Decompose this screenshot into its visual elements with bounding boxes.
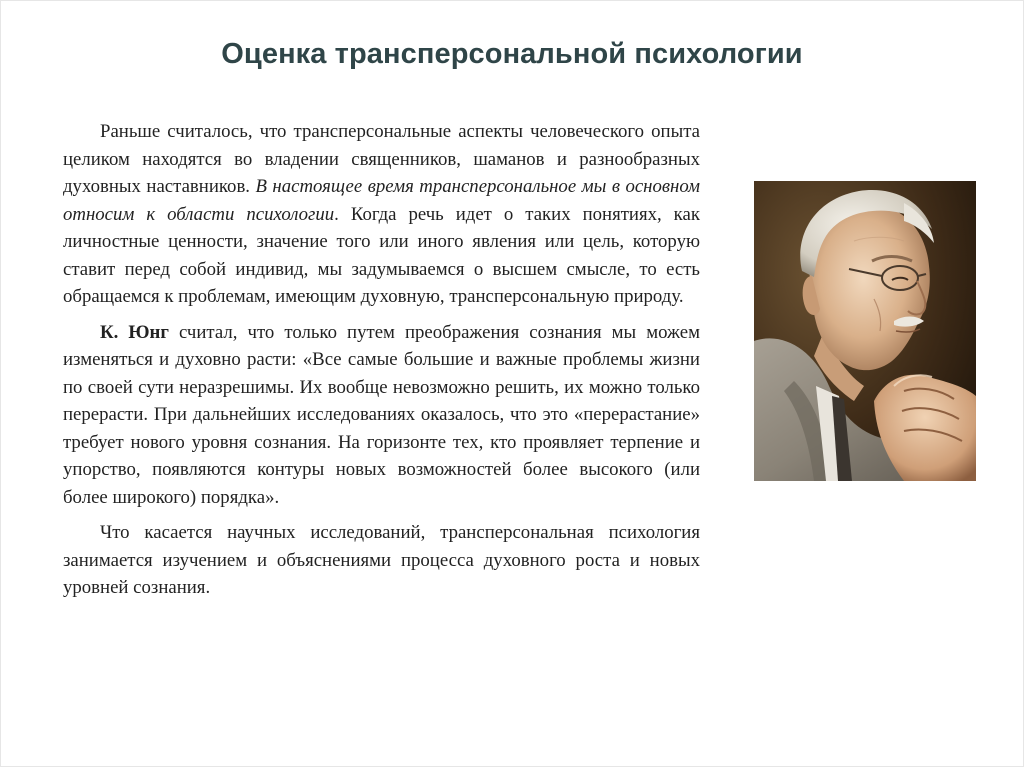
slide-title: Оценка трансперсональной психологии [221,38,803,70]
paragraph-2 [63,319,700,512]
slide-body [63,118,700,602]
paragraph-1-italic: В настоящее время трансперсональное мы в основном относим к области психологии [63,176,701,225]
paragraph-1-text: Раньше считалось, что трансперсональные аспекты человеческого опыта целиком находятся во владении священников, шаманов и разнообразных духовных наставников. [63,121,700,197]
paragraph-1-end: . Когда речь идет о таких понятиях, как личностные ценности, значение того или иного явления или цель, которую ставит перед собой индивид, мы задумываемся о высшем смысле, то есть обращаемся к проблемам, имеющим духовную, трансперсональную природу. [63,203,700,307]
paragraph-2-text: считал, что только путем преображения сознания мы можем изменяться и духовно расти: «Все самые большие и важные проблемы жизни по своей сути неразрешимы. Их вообще невозможно решить, их можно только перерасти. При дальнейших исследованиях оказалось, что это «перерастание» требует нового уровня сознания. На горизонте тех, кто проявляет терпение и упорство, появляются контуры новых возможностей более высокого (или более широкого) порядка». [63,321,700,508]
paragraph-2-author: К. Юнг [100,321,169,343]
paragraph-1 [63,118,700,311]
paragraph-3: Что касается научных исследований, трансперсональная психология занимается изучением и объяснениями процесса духовного роста и новых уровней сознания. [63,522,700,598]
portrait-photo [754,181,976,481]
